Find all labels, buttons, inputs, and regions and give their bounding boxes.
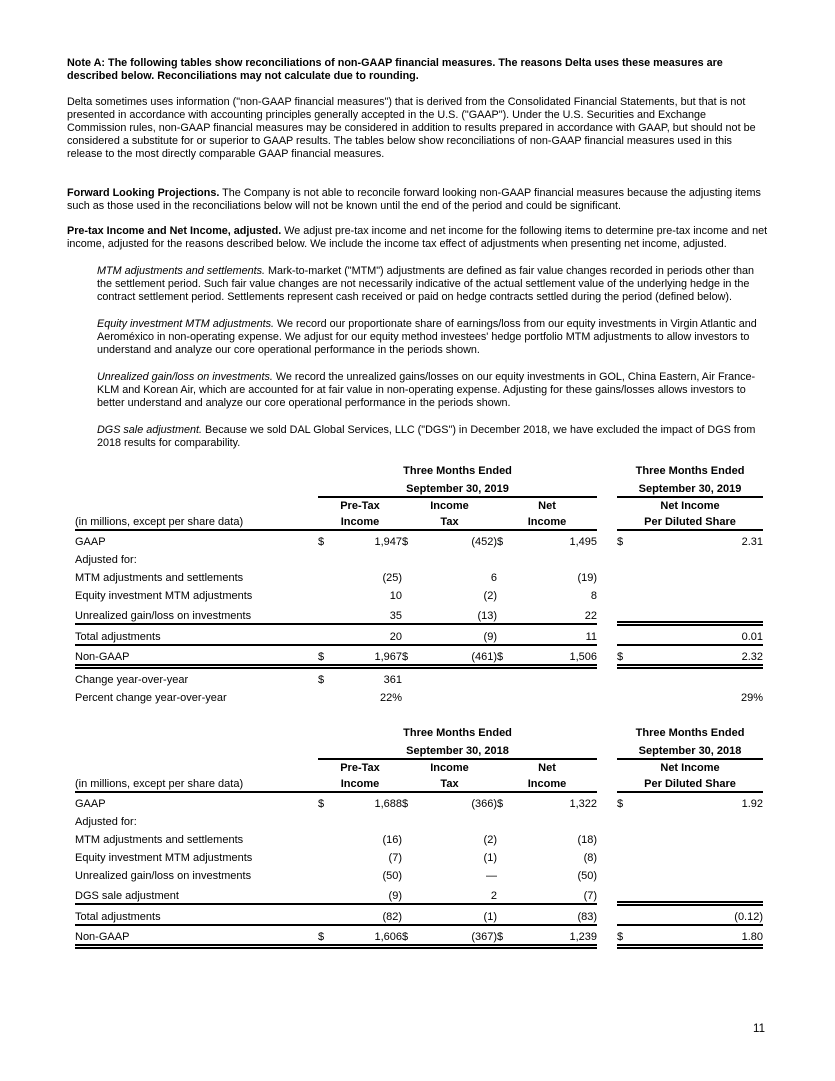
unrealized-gain-loss-body: We record the unrealized gains/losses on our equity investments in GOL, China Eastern, Air France-KLM and Korean Air, which are accounted for at fair value in non-operating expense. Adjusting for these gains/losses allows investors to better understand and analyze our core operational performance in the periods shown. (97, 371, 756, 409)
table-row (75, 925, 763, 947)
value-cell: 1,322 (569, 798, 598, 810)
reconciliation-table-2018 (75, 722, 763, 949)
dollar-cell: $ (318, 674, 325, 686)
dollar-cell: $ (318, 925, 336, 947)
row-label: Non-GAAP (75, 925, 318, 947)
value-cell: 1,606 (336, 925, 402, 947)
value-cell: (0.12) (635, 904, 763, 926)
value-cell: 11 (531, 624, 597, 646)
col-net-line1: Net (538, 500, 556, 512)
row-label: GAAP (75, 798, 106, 810)
value-cell: (13) (477, 609, 497, 622)
value-cell: 35 (389, 609, 402, 622)
value-cell: (19) (577, 572, 598, 584)
value-cell: 1.80 (635, 925, 763, 947)
eps-period-line2: September 30, 2019 (617, 478, 763, 497)
col-pretax-line2: Income (318, 775, 402, 792)
dollar-cell: $ (617, 925, 635, 947)
unrealized-gain-loss-paragraph (97, 371, 768, 410)
table-row (75, 865, 763, 883)
eps-period-line1: Three Months Ended (635, 727, 745, 739)
row-label: Non-GAAP (75, 645, 318, 667)
col-net-line2: Income (497, 513, 597, 530)
table-row (75, 603, 763, 624)
table-row (75, 549, 763, 567)
value-cell: 1,967 (336, 645, 402, 667)
value-cell: (16) (382, 834, 402, 846)
value-cell: 1,506 (531, 645, 597, 667)
col-tax-line2: Tax (402, 513, 497, 530)
col-eps-line2: Per Diluted Share (617, 513, 763, 530)
dgs-sale-body: Because we sold DAL Global Services, LLC ("DGS") in December 2018, we have excluded the impact of DGS from 2018 results for comparability. (97, 424, 756, 449)
table-caption: (in millions, except per share data) (75, 513, 318, 530)
mtm-adjustments-paragraph (97, 265, 768, 304)
table-row (75, 904, 763, 926)
value-cell: (18) (577, 834, 598, 846)
row-label: Total adjustments (75, 904, 318, 926)
col-eps-line1: Net Income (660, 762, 720, 774)
eps-period-line2: September 30, 2018 (617, 740, 763, 759)
dollar-cell: $ (617, 645, 635, 667)
value-cell: (7) (583, 889, 598, 902)
table-row (75, 829, 763, 847)
column-header-row (75, 759, 763, 775)
value-cell: (1) (483, 852, 497, 864)
period-line2: September 30, 2019 (318, 478, 597, 497)
value-cell: 1,688 (374, 798, 402, 810)
equity-investment-lead: Equity investment MTM adjustments. (97, 318, 275, 330)
forward-looking-paragraph (67, 187, 768, 213)
period-header-row (75, 478, 763, 497)
row-label: Percent change year-over-year (75, 692, 227, 704)
column-header-row (75, 775, 763, 792)
column-header-row (75, 497, 763, 513)
mtm-adjustments-lead: MTM adjustments and settlements. (97, 265, 266, 277)
value-cell: (82) (336, 904, 402, 926)
equity-investment-paragraph (97, 318, 768, 357)
row-label: DGS sale adjustment (75, 889, 179, 902)
dollar-cell: $ (318, 536, 325, 548)
dollar-cell: $ (497, 798, 504, 810)
col-tax-line1: Income (430, 762, 469, 774)
note-a-paragraph (67, 57, 768, 83)
value-cell: (9) (441, 624, 497, 646)
page-number: 11 (753, 1023, 765, 1035)
value-cell: (50) (382, 870, 402, 882)
col-eps-line1: Net Income (660, 500, 720, 512)
value-cell: (50) (577, 870, 598, 882)
row-label: Total adjustments (75, 624, 318, 646)
value-cell: 29% (741, 692, 764, 704)
note-a-text: Note A: The following tables show reconciliations of non-GAAP financial measures. The reasons Delta uses these measures are described below. Reconciliations may not calculate due to rounding. (67, 57, 723, 82)
table-row (75, 530, 763, 549)
dollar-cell: $ (402, 536, 409, 548)
value-cell: (452) (471, 536, 497, 548)
col-pretax-line2: Income (318, 513, 402, 530)
value-cell: 22 (584, 609, 598, 622)
value-cell: (83) (531, 904, 597, 926)
value-cell: 1,947 (374, 536, 402, 548)
dollar-cell: $ (402, 925, 441, 947)
mtm-adjustments-body: Mark-to-market ("MTM") adjustments are defined as fair value changes recorded in periods other than the settlement period. Such fair value changes are not necessarily indicative of the actual settlement value of the underlying hedge in the contract settlement period. Settlements represent cash received or paid on hedge contracts settled during the period (defined below). (97, 265, 754, 303)
eps-period-line1: Three Months Ended (635, 465, 745, 477)
value-cell: 2.31 (741, 536, 764, 548)
col-net-line2: Income (497, 775, 597, 792)
table-row (75, 567, 763, 585)
intro-paragraph: Delta sometimes uses information ("non-GAAP financial measures") that is derived from the Consolidated Financial Statements, but that is not presented in accordance with accounting principles generally accepted in the U.S. ("GAAP"). Under the U.S. Securities and Exchange Commission rules, non-GAAP financial measures may be considered in addition to results prepared in accordance with GAAP, but should not be considered a substitute for or superior to GAAP results. The tables below show reconciliations of non-GAAP financial measures used in this release to the most directly comparable GAAP financial measures. (67, 96, 756, 160)
forward-looking-lead: Forward Looking Projections. (67, 187, 220, 199)
value-cell: 1,495 (569, 536, 598, 548)
value-cell: 361 (383, 674, 402, 686)
value-cell: 8 (590, 590, 598, 602)
row-label: GAAP (75, 536, 106, 548)
row-label: Change year-over-year (75, 674, 189, 686)
period-header-row (75, 740, 763, 759)
dgs-sale-paragraph (97, 424, 768, 450)
dollar-cell: $ (497, 925, 531, 947)
row-label: Unrealized gain/loss on investments (75, 870, 252, 882)
value-cell: — (486, 870, 497, 882)
value-cell: (2) (483, 590, 497, 602)
dollar-cell: $ (497, 536, 504, 548)
dollar-cell: $ (617, 536, 624, 548)
row-label: MTM adjustments and settlements (75, 834, 244, 846)
value-cell: (25) (382, 572, 402, 584)
col-eps-line2: Per Diluted Share (617, 775, 763, 792)
value-cell: (9) (388, 889, 402, 902)
row-label: Equity investment MTM adjustments (75, 852, 253, 864)
col-net-line1: Net (538, 762, 556, 774)
period-header-row (75, 722, 763, 740)
period-line2: September 30, 2018 (318, 740, 597, 759)
dollar-cell: $ (402, 645, 441, 667)
table-row (75, 811, 763, 829)
dollar-cell: $ (617, 798, 624, 810)
value-cell: (461) (441, 645, 497, 667)
col-tax-line1: Income (430, 500, 469, 512)
table-row (75, 667, 763, 688)
row-label: Equity investment MTM adjustments (75, 590, 253, 602)
col-pretax-line1: Pre-Tax (340, 762, 380, 774)
value-cell: 10 (389, 590, 402, 602)
table-row (75, 585, 763, 603)
dollar-cell: $ (318, 798, 325, 810)
table-row (75, 792, 763, 811)
value-cell: 2.32 (635, 645, 763, 667)
dgs-sale-lead: DGS sale adjustment. (97, 424, 203, 436)
equity-investment-body: We record our proportionate share of earnings/loss from our equity investments in Virgin Atlantic and Aeroméxico in non-operating expense. We adjust for our equity method investees' hedge portfolio MTM adjustments to allow investors to understand and analyze our core operational performance in the periods shown. (97, 318, 757, 356)
reconciliation-table-2019 (75, 460, 763, 705)
dollar-cell: $ (402, 798, 409, 810)
value-cell: 1,239 (531, 925, 597, 947)
value-cell: (8) (583, 852, 598, 864)
period-line1: Three Months Ended (403, 465, 512, 477)
value-cell: (367) (441, 925, 497, 947)
row-label: MTM adjustments and settlements (75, 572, 244, 584)
table-caption: (in millions, except per share data) (75, 775, 318, 792)
value-cell: 22% (379, 692, 402, 704)
pretax-income-lead: Pre-tax Income and Net Income, adjusted. (67, 225, 282, 237)
period-line1: Three Months Ended (403, 727, 512, 739)
table-row (75, 687, 763, 705)
table-row (75, 847, 763, 865)
value-cell: (366) (471, 798, 497, 810)
value-cell: 2 (490, 889, 497, 902)
value-cell: 1.92 (741, 798, 764, 810)
forward-looking-body: The Company is not able to reconcile forward looking non-GAAP financial measures because the adjusting items such as those used in the reconciliations below will not be known until the end of the period and could be significant. (67, 187, 761, 212)
table-row (75, 883, 763, 904)
value-cell: 6 (490, 572, 497, 584)
table-row (75, 624, 763, 646)
value-cell: 20 (336, 624, 402, 646)
row-label: Adjusted for: (75, 554, 137, 566)
table-row (75, 645, 763, 667)
value-cell: (2) (483, 834, 497, 846)
pretax-income-paragraph (67, 225, 768, 251)
pretax-income-body: We adjust pre-tax income and net income for the following items to determine pre-tax income and net income, adjusted for the reasons described below. We include the income tax effect of adjustments when presenting net income, adjusted. (67, 225, 768, 250)
value-cell: 0.01 (635, 624, 763, 646)
value-cell: (7) (388, 852, 402, 864)
period-header-row (75, 460, 763, 478)
row-label: Adjusted for: (75, 816, 137, 828)
row-label: Unrealized gain/loss on investments (75, 609, 252, 622)
unrealized-gain-loss-lead: Unrealized gain/loss on investments. (97, 371, 273, 383)
col-tax-line2: Tax (402, 775, 497, 792)
col-pretax-line1: Pre-Tax (340, 500, 380, 512)
value-cell: (1) (441, 904, 497, 926)
dollar-cell: $ (497, 645, 531, 667)
column-header-row (75, 513, 763, 530)
dollar-cell: $ (318, 645, 336, 667)
